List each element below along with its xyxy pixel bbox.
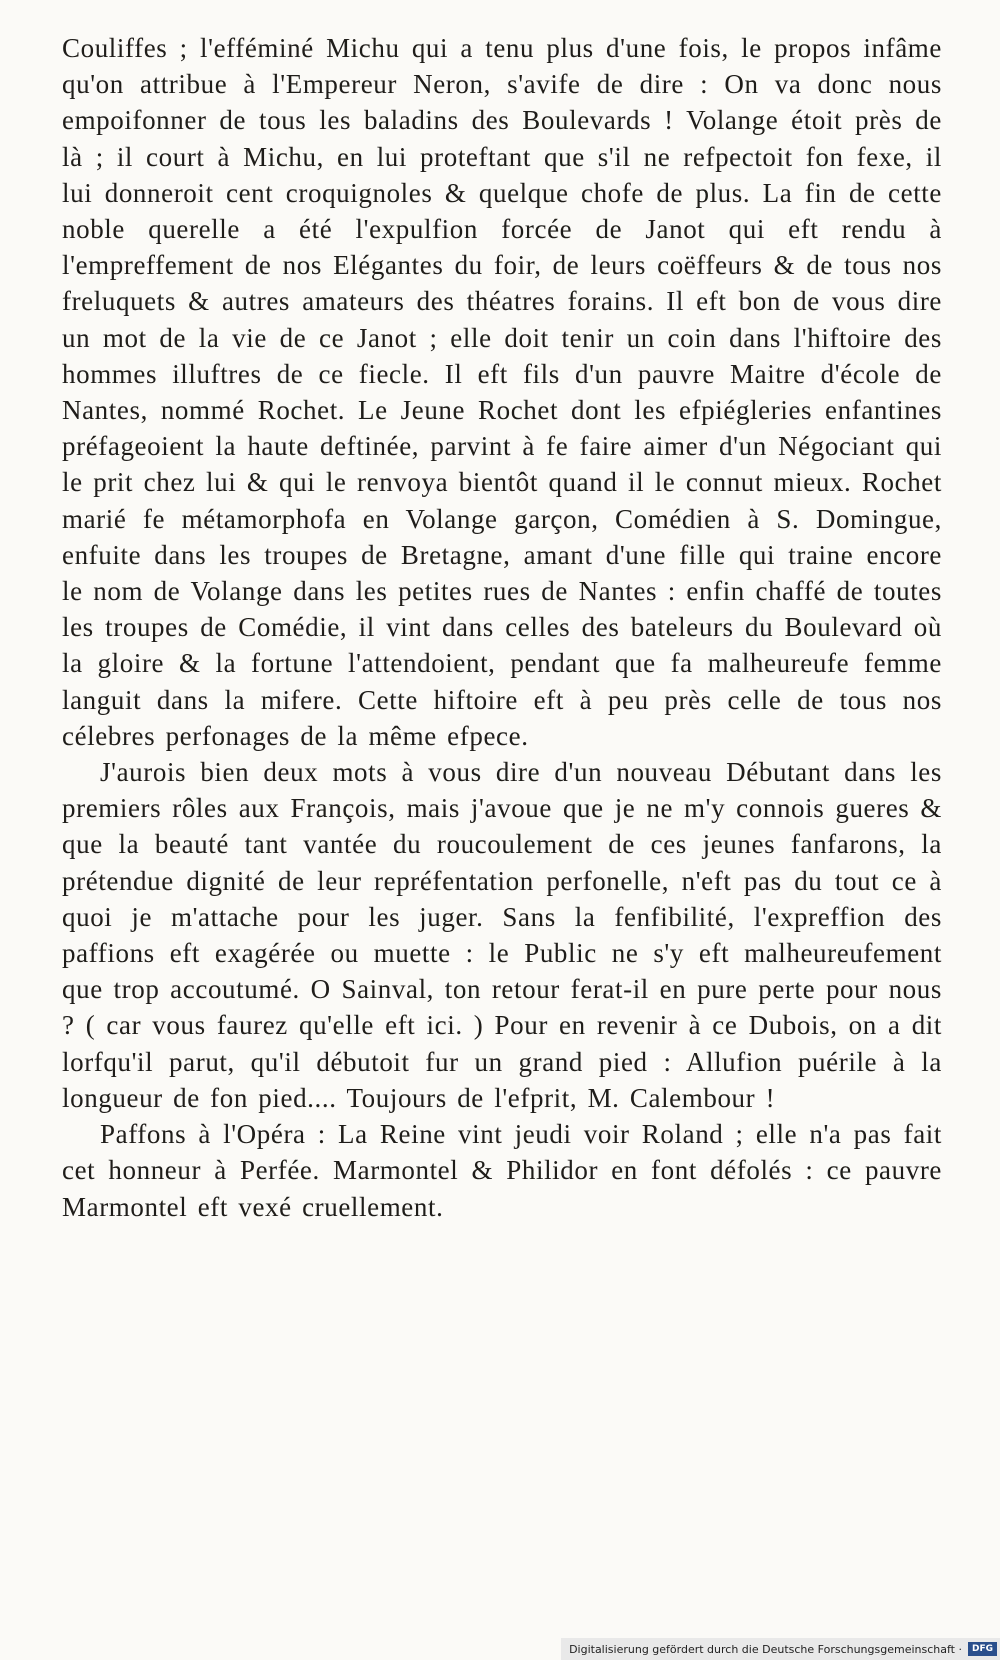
- page-body-text: [62, 30, 942, 1225]
- dfg-logo-icon: DFG: [968, 1642, 997, 1656]
- paragraph-2: J'aurois bien deux mots à vous dire d'un nouveau Débutant dans les premiers rôles aux François, mais j'avoue que je ne m'y connois gueres & que la beauté tant vantée du roucoulement de ces jeunes fanfarons, la prétendue dignité de leur repréfentation perfonelle, n'eft pas du tout ce à quoi je m'attache pour les juger. Sans la fenfibilité, l'expreffion des paffions eft exagérée ou muette : le Public ne s'y eft malheureufement que trop accoutumé. O Sainval, ton retour ferat-il en pure perte pour nous ? ( car vous faurez qu'elle eft ici. ) Pour en revenir à ce Dubois, on a dit lorfqu'il parut, qu'il débutoit fur un grand pied : Allufion puérile à la longueur de fon pied.... Toujours de l'efprit, M. Calembour !: [62, 757, 942, 1113]
- paragraph-3: Paffons à l'Opéra : La Reine vint jeudi voir Roland ; elle n'a pas fait cet honneur à Perfée. Marmontel & Philidor en font défolés : ce pauvre Marmontel eft vexé cruellement.: [62, 1119, 942, 1222]
- digitization-footer: [561, 1638, 1000, 1660]
- paragraph-1: Couliffes ; l'efféminé Michu qui a tenu plus d'une fois, le propos infâme qu'on attribue à l'Empereur Neron, s'avife de dire : On va donc nous empoifonner de tous les baladins des Boulevards ! Volange étoit près de là ; il court à Michu, en lui proteftant que s'il ne refpectoit fon fexe, il lui donneroit cent croquignoles & quelque chofe de plus. La fin de cette noble querelle a été l'expulfion forcée de Janot qui eft rendu à l'empreffement de nos Elégantes du foir, de leurs coëffeurs & de tous nos freluquets & autres amateurs des théatres forains. Il eft bon de vous dire un mot de la vie de ce Janot ; elle doit tenir un coin dans l'hiftoire des hommes illuftres de ce fiecle. Il eft fils d'un pauvre Maitre d'école de Nantes, nommé Rochet. Le Jeune Rochet dont les efpiégleries enfantines préfageoient la haute deftinée, parvint à fe faire aimer d'un Négociant qui le prit chez lui & qui le renvoya bientôt quand il le connut mieux. Rochet marié fe métamorphofa en Volange garçon, Comédien à S. Domingue, enfuite dans les troupes de Bretagne, amant d'une fille qui traine encore le nom de Volange dans les petites rues de Nantes : enfin chaffé de toutes les troupes de Comédie, il vint dans celles des bateleurs du Boulevard où la gloire & la fortune l'attendoient, pendant que fa malheureufe femme languit dans la mifere. Cette hiftoire eft à peu près celle de tous nos célebres perfonages de la même efpece.: [62, 33, 942, 751]
- footer-credit-text: Digitalisierung gefördert durch die Deutsche Forschungsgemeinschaft ·: [569, 1642, 962, 1656]
